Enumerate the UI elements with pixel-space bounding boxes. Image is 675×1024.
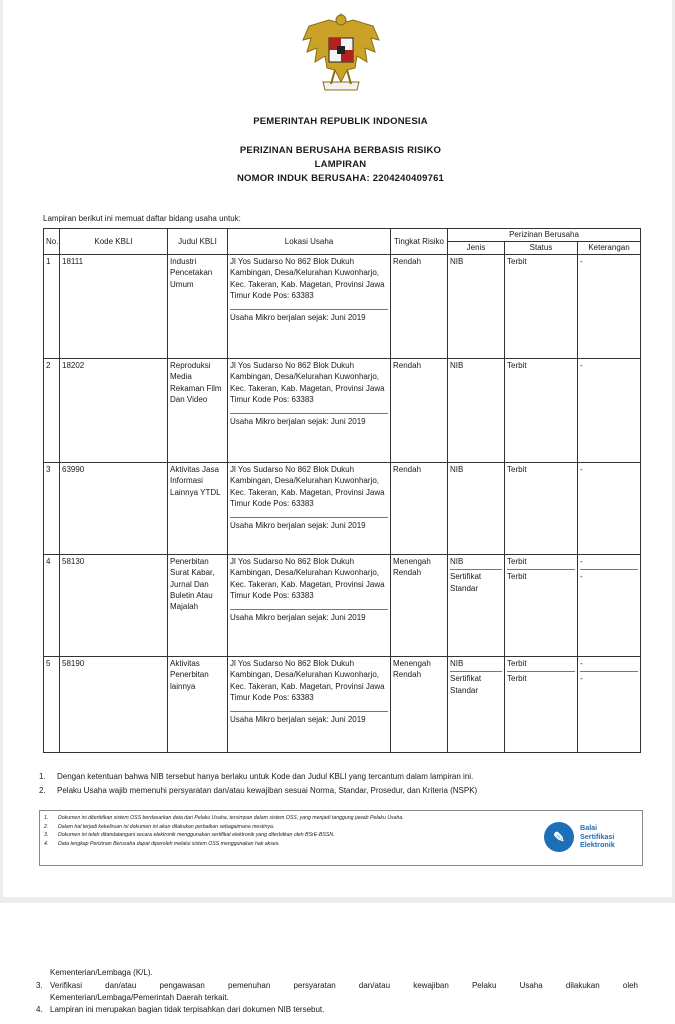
col-status: Status (505, 242, 578, 255)
footer-note-item: 3. Dokumen ini telah ditandatangani secara elektronik menggunakan sertifikat elektronik yang diterbitkan oleh BSrE-BSSN. (44, 832, 335, 839)
jenis-value: Sertifikat Standar (450, 569, 502, 594)
cell-no: 4 (44, 555, 60, 657)
cell-no: 1 (44, 255, 60, 359)
lokasi-address: Jl Yos Sudarso No 862 Blok Dukuh Kambingan, Desa/Kelurahan Kuwonharjo, Kec. Takeran, Kab. Magetan, Provinsi Jawa Timur Kode Pos: 63383 (230, 557, 385, 600)
cell-kode-kbli: 58130 (60, 555, 168, 657)
cell-no: 2 (44, 359, 60, 463)
status-value: Terbit (507, 659, 527, 668)
usaha-since: Usaha Mikro berjalan sejak: Juni 2019 (230, 517, 388, 531)
col-perizinan-berusaha: Perizinan Berusaha (448, 229, 641, 242)
footer-box (39, 810, 643, 866)
cell-jenis (448, 463, 505, 555)
footer-note-item: 2. Dalam hal terjadi kekeliruan isi dokumen ini akan dilakukan perbaikan sebagaimana mestinya. (44, 823, 275, 830)
jenis-value: Sertifikat Standar (450, 671, 502, 696)
cell-lokasi-usaha (228, 657, 391, 753)
cell-status (505, 657, 578, 753)
cell-status (505, 555, 578, 657)
garuda-emblem-icon (299, 8, 383, 98)
ket-value: - (580, 257, 583, 266)
cell-ket (578, 463, 641, 555)
jenis-value: NIB (450, 465, 464, 474)
col-judul-kbli: Judul KBLI (168, 229, 228, 255)
status-value: Terbit (507, 671, 575, 684)
cell-tingkat-risiko: Menengah Rendah (391, 555, 448, 657)
cell-jenis (448, 555, 505, 657)
footer-note-item: 1. Dokumen ini diterbitkan sistem OSS berdasarkan data dari Pelaku Usaha, tersimpan dalam sistem OSS, yang menjadi tanggung jawab Pelaku Usaha. (44, 815, 404, 821)
lokasi-address: Jl Yos Sudarso No 862 Blok Dukuh Kambingan, Desa/Kelurahan Kuwonharjo, Kec. Takeran, Kab. Magetan, Provinsi Jawa Timur Kode Pos: 63383 (230, 659, 385, 702)
lokasi-address: Jl Yos Sudarso No 862 Blok Dukuh Kambingan, Desa/Kelurahan Kuwonharjo, Kec. Takeran, Kab. Magetan, Provinsi Jawa Timur Kode Pos: 63383 (230, 257, 385, 300)
cell-judul-kbli: Aktivitas Jasa Informasi Lainnya YTDL (168, 463, 228, 555)
table-row (44, 657, 641, 753)
cell-status (505, 359, 578, 463)
cell-jenis (448, 255, 505, 359)
jenis-value: NIB (450, 557, 464, 566)
cell-judul-kbli: Reproduksi Media Rekaman Film Dan Video (168, 359, 228, 463)
lokasi-address: Jl Yos Sudarso No 862 Blok Dukuh Kambingan, Desa/Kelurahan Kuwonharjo, Kec. Takeran, Kab. Magetan, Provinsi Jawa Timur Kode Pos: 63383 (230, 465, 385, 508)
ket-value: - (580, 465, 583, 474)
ket-value: - (580, 557, 583, 566)
header-lampiran: LAMPIRAN (314, 159, 367, 170)
usaha-since: Usaha Mikro berjalan sejak: Juni 2019 (230, 309, 388, 323)
jenis-value: NIB (450, 361, 464, 370)
cell-ket (578, 255, 641, 359)
cell-judul-kbli: Industri Pencetakan Umum (168, 255, 228, 359)
cell-tingkat-risiko: Rendah (391, 255, 448, 359)
header-government: PEMERINTAH REPUBLIK INDONESIA (253, 116, 428, 127)
ket-value: - (580, 659, 583, 668)
table-row (44, 255, 641, 359)
status-value: Terbit (507, 557, 527, 566)
footer-note-item: 4. Data lengkap Perizinan Berusaha dapat diperoleh melalui sistem OSS menggunakan hak akses. (44, 840, 280, 847)
footer-notes (44, 814, 534, 848)
table-row (44, 359, 641, 463)
page2-continuation: Kementerian/Lembaga (K/L). (50, 968, 153, 977)
col-keterangan: Keterangan (578, 242, 641, 255)
status-value: Terbit (507, 465, 527, 474)
notes-list (39, 770, 641, 798)
cell-lokasi-usaha (228, 359, 391, 463)
cell-kode-kbli: 18202 (60, 359, 168, 463)
usaha-since: Usaha Mikro berjalan sejak: Juni 2019 (230, 711, 388, 725)
col-no: No. (44, 229, 60, 255)
lokasi-address: Jl Yos Sudarso No 862 Blok Dukuh Kambingan, Desa/Kelurahan Kuwonharjo, Kec. Takeran, Kab. Magetan, Provinsi Jawa Timur Kode Pos: 63383 (230, 361, 385, 404)
table-row (44, 555, 641, 657)
note-item: 2. Pelaku Usaha wajib memenuhi persyaratan dan/atau kewajiban sesuai Norma, Standar, Prosedur, dan Kriteria (NSPK) (39, 786, 478, 795)
cell-ket (578, 657, 641, 753)
cell-lokasi-usaha (228, 463, 391, 555)
header-title: PERIZINAN BERUSAHA BERBASIS RISIKO (239, 145, 442, 156)
cell-ket (578, 359, 641, 463)
cell-judul-kbli: Penerbitan Surat Kabar, Jurnal Dan Buletin Atau Majalah (168, 555, 228, 657)
bsre-logo (542, 820, 632, 856)
col-tingkat-risiko: Tingkat Risiko (391, 229, 448, 255)
jenis-value: NIB (450, 257, 464, 266)
note-item: 1. Dengan ketentuan bahwa NIB tersebut hanya berlaku untuk Kode dan Judul KBLI yang tercantum dalam lampiran ini. (39, 772, 474, 781)
document-page-2 (0, 903, 675, 1024)
cell-judul-kbli: Aktivitas Penerbitan lainnya (168, 657, 228, 753)
cell-tingkat-risiko: Menengah Rendah (391, 657, 448, 753)
page2-note-4: 4. Lampiran ini merupakan bagian tidak terpisahkan dari dokumen NIB tersebut. (36, 1005, 325, 1014)
cell-status (505, 255, 578, 359)
document-page-1 (3, 0, 672, 897)
usaha-since: Usaha Mikro berjalan sejak: Juni 2019 (230, 609, 388, 623)
kbli-table (43, 228, 641, 753)
status-value: Terbit (507, 257, 527, 266)
cell-status (505, 463, 578, 555)
ket-value: - (580, 671, 638, 684)
bsre-logo-text: Balai Sertifikasi Elektronik (580, 823, 615, 849)
usaha-since: Usaha Mikro berjalan sejak: Juni 2019 (230, 413, 388, 427)
cell-jenis (448, 657, 505, 753)
cell-ket (578, 555, 641, 657)
cell-kode-kbli: 18111 (60, 255, 168, 359)
header-nib-number: NOMOR INDUK BERUSAHA: 2204240409761 (236, 173, 445, 184)
ket-value: - (580, 569, 638, 582)
cell-no: 5 (44, 657, 60, 753)
cell-tingkat-risiko: Rendah (391, 359, 448, 463)
ket-value: - (580, 361, 583, 370)
status-value: Terbit (507, 361, 527, 370)
jenis-value: NIB (450, 659, 464, 668)
cell-tingkat-risiko: Rendah (391, 463, 448, 555)
cell-lokasi-usaha (228, 555, 391, 657)
page2-note-3: 3. Verifikasi dan/atau pengawasan pemenuhan persyaratan dan/atau kewajiban Pelaku Usaha dilakukan oleh Kementerian/Lembaga/Pemerintah Daerah terkait. (36, 981, 638, 1002)
cell-kode-kbli: 63990 (60, 463, 168, 555)
col-lokasi-usaha: Lokasi Usaha (228, 229, 391, 255)
intro-text: Lampiran berikut ini memuat daftar bidang usaha untuk: (43, 214, 241, 223)
table-row (44, 463, 641, 555)
cell-jenis (448, 359, 505, 463)
col-jenis: Jenis (448, 242, 505, 255)
status-value: Terbit (507, 569, 575, 582)
col-kode-kbli: Kode KBLI (60, 229, 168, 255)
bsre-logo-icon: ✎ (544, 822, 574, 852)
cell-lokasi-usaha (228, 255, 391, 359)
cell-no: 3 (44, 463, 60, 555)
cell-kode-kbli: 58190 (60, 657, 168, 753)
